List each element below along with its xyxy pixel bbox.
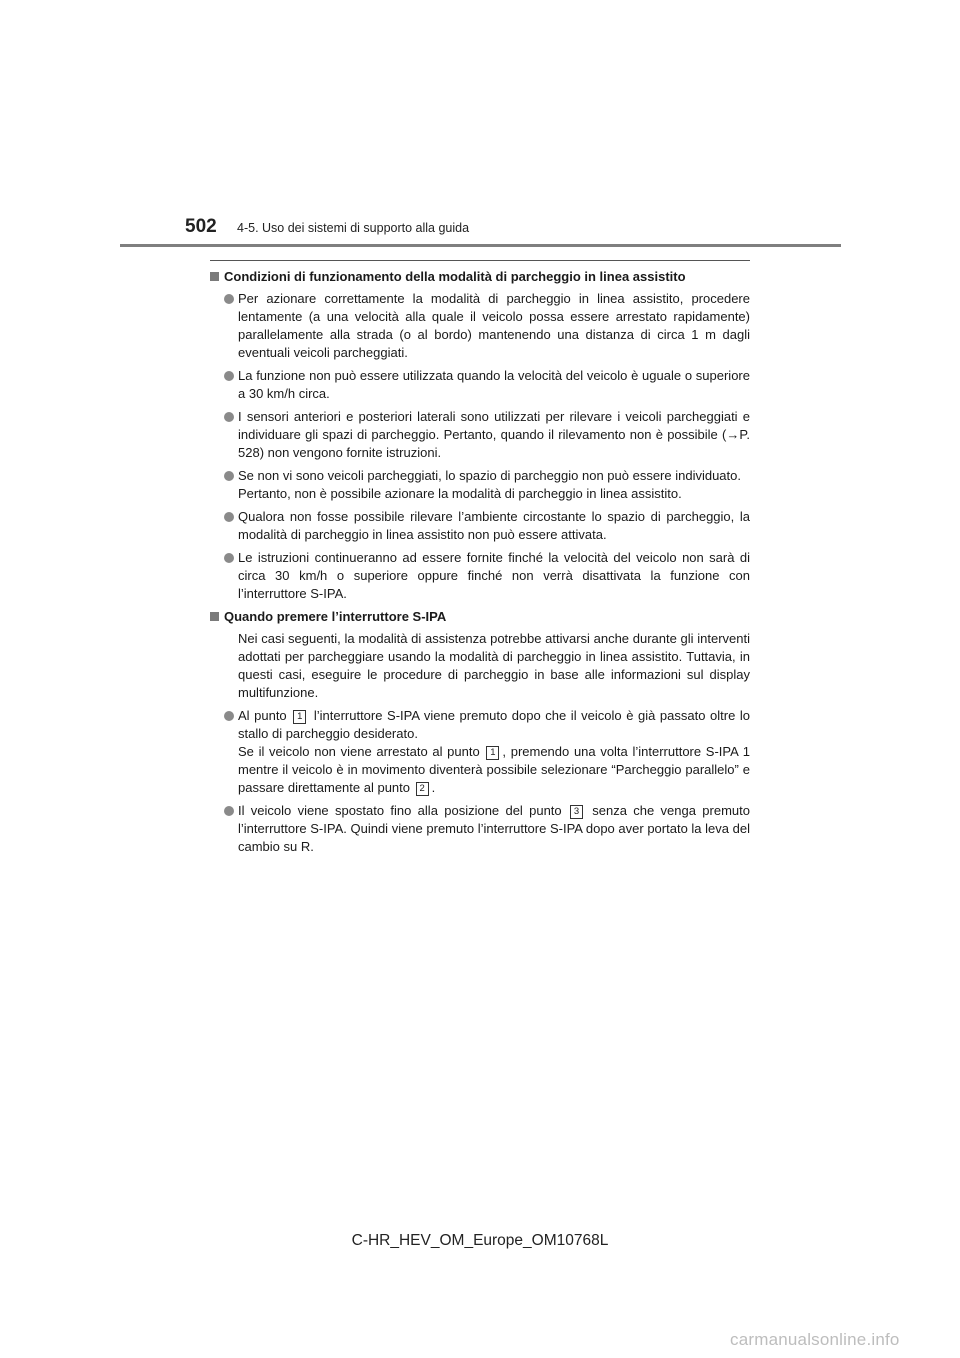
- bullet-text: Qualora non fosse possibile rilevare l’ambiente circostante lo spazio di parcheggio, la modalità di parcheggio in linea assistito non può essere attivata.: [238, 509, 750, 542]
- watermark: carmanualsonline.info: [730, 1330, 900, 1349]
- bullet-text: Pertanto, non è possibile azionare la modalità di parcheggio in linea assistito.: [238, 486, 682, 501]
- bullet-text: Il veicolo viene spostato fino alla posizione del punto: [238, 803, 562, 818]
- round-bullet-icon: [224, 471, 234, 481]
- bullet-text: I sensori anteriori e posteriori laterali sono utilizzati per rilevare i veicoli parcheggiati e individuare gli spazi di parcheggio. Pertanto, quando il rilevamento non è possibile (→P. 528) non vengono fornite istruzioni.: [238, 409, 750, 460]
- bullet-line: [238, 707, 750, 743]
- step-number-badge: 1: [486, 746, 499, 760]
- bullet-item: [210, 802, 750, 856]
- bullet-text: Al punto: [238, 708, 287, 723]
- bullet-text: .: [431, 780, 436, 795]
- intro-paragraph: Nei casi seguenti, la modalità di assistenza potrebbe attivarsi anche durante gli interventi adottati per parcheggiare usando la modalità di parcheggio in linea assistito. Tuttavia, in questi casi, eseguire le procedure di parcheggio in base alle informazioni sul display multifunzione.: [238, 631, 750, 700]
- section-divider: [210, 260, 750, 261]
- square-bullet-icon: [210, 612, 219, 621]
- bullet-text: La funzione non può essere utilizzata quando la velocità del veicolo è uguale o superiore a 30 km/h circa.: [238, 368, 750, 401]
- bullet-line: [238, 743, 750, 797]
- bullet-item: [210, 467, 750, 503]
- bullet-text: senza che venga premuto l’interruttore S-IPA. Quindi viene premuto l’interruttore S-IPA dopo aver portato la leva del cambio su R.: [238, 803, 750, 854]
- bullet-text: Le istruzioni continueranno ad essere fornite finché la velocità del veicolo non sarà di circa 30 km/h o superiore oppure finché non verrà disattivata la funzione con l’interruttore S-IPA.: [238, 550, 750, 601]
- square-bullet-icon: [210, 272, 219, 281]
- bullet-text: , premendo una volta l’interruttore S-IPA 1 mentre il veicolo è in movimento diventerà possibile selezionare “Parcheggio parallelo” e passare direttamente al punto: [238, 744, 750, 795]
- round-bullet-icon: [224, 294, 234, 304]
- section-title: 4-5. Uso dei sistemi di supporto alla guida: [237, 221, 470, 235]
- heading-text: Condizioni di funzionamento della modalità di parcheggio in linea assistito: [224, 269, 686, 284]
- bullet-item: [210, 549, 750, 603]
- bullet-text: Se non vi sono veicoli parcheggiati, lo spazio di parcheggio non può essere individuato.: [238, 468, 741, 483]
- bullet-text: l’interruttore S-IPA viene premuto dopo che il veicolo è già passato oltre lo stallo di parcheggio desiderato.: [238, 708, 750, 741]
- step-number-badge: 2: [416, 782, 429, 796]
- step-number-badge: 1: [293, 710, 306, 724]
- round-bullet-icon: [224, 806, 234, 816]
- bullet-item: [210, 408, 750, 462]
- section-heading-when-press: [210, 608, 750, 626]
- page-header: [0, 0, 960, 250]
- page-content: [210, 260, 750, 861]
- heading-text: Quando premere l’interruttore S-IPA: [224, 609, 447, 624]
- round-bullet-icon: [224, 512, 234, 522]
- step-number-badge: 3: [570, 805, 583, 819]
- conditions-bullet-list: [210, 290, 750, 603]
- page-number: 502: [185, 216, 217, 237]
- round-bullet-icon: [224, 553, 234, 563]
- document-code: C-HR_HEV_OM_Europe_OM10768L: [351, 1232, 609, 1249]
- round-bullet-icon: [224, 711, 234, 721]
- header-divider: [120, 244, 841, 247]
- round-bullet-icon: [224, 371, 234, 381]
- bullet-item: [210, 508, 750, 544]
- bullet-text: Per azionare correttamente la modalità di parcheggio in linea assistito, procedere lentamente (a una velocità alla quale il veicolo possa essere arrestato rapidamente) parallelamente alla strada (o al bordo) mantenendo una distanza di circa 1 m dagli eventuali veicoli parcheggiati.: [238, 291, 750, 360]
- bullet-item: [210, 367, 750, 403]
- bullet-text: Se il veicolo non viene arrestato al punto: [238, 744, 480, 759]
- section-heading-conditions: [210, 268, 750, 286]
- bullet-item: [210, 290, 750, 362]
- round-bullet-icon: [224, 412, 234, 422]
- bullet-item: [210, 707, 750, 797]
